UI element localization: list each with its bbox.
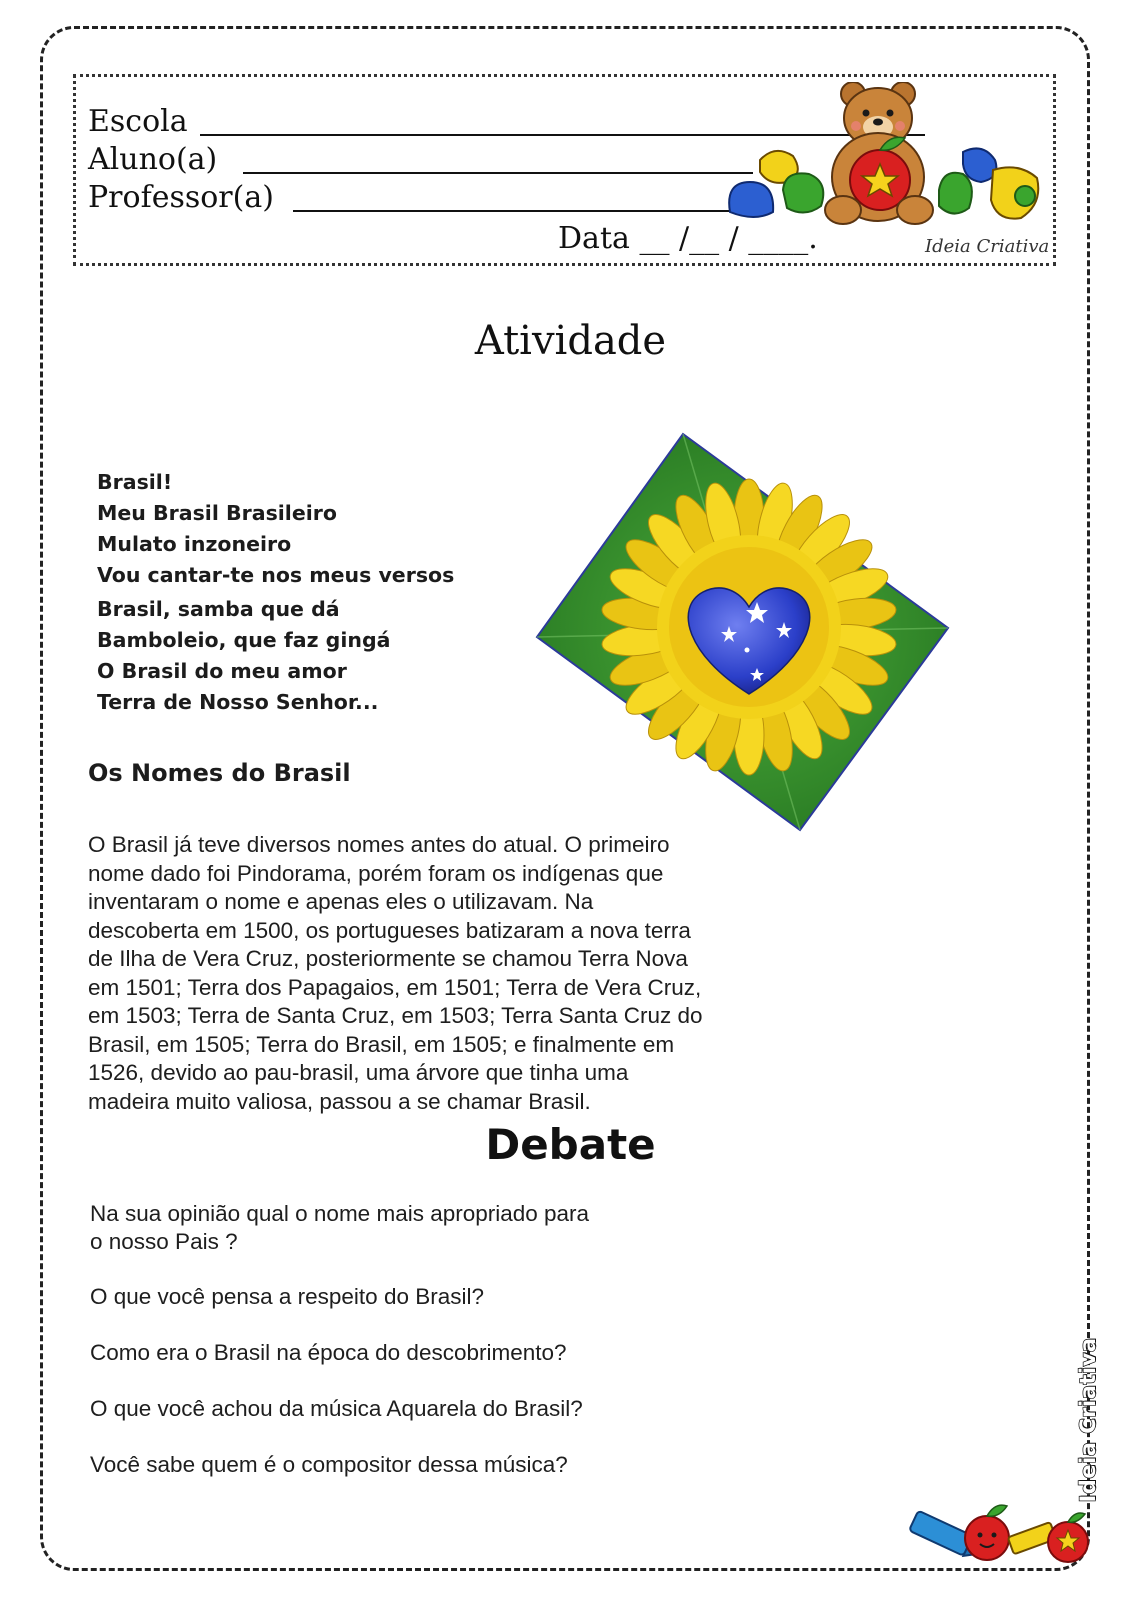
paragraph-line: em 1501; Terra dos Papagaios, em 1501; Terra de Vera Cruz, — [88, 974, 702, 1000]
student-line — [243, 172, 753, 174]
vertical-brand-text: Ideia Criativa — [1076, 1337, 1100, 1503]
paragraph-line: inventaram o nome e apenas eles o utilizavam. Na — [88, 889, 594, 914]
poem-line: Meu Brasil Brasileiro — [97, 501, 337, 525]
poem — [97, 467, 454, 718]
poem-line: Brasil! — [97, 470, 173, 494]
crayons-apples-decoration — [905, 1490, 1095, 1575]
poem-line: Bamboleio, que faz gingá — [97, 628, 391, 652]
names-paragraph — [88, 831, 788, 1116]
sunflower-heart-image — [535, 432, 950, 832]
paragraph-line: em 1503; Terra de Santa Cruz, em 1503; Terra Santa Cruz do — [88, 1003, 703, 1028]
teacher-label: Professor(a) — [88, 180, 274, 215]
poem-line: Brasil, samba que dá — [97, 597, 340, 621]
bear-letters-illustration — [725, 82, 1045, 232]
debate-question: Como era o Brasil na época do descobrimento? — [90, 1340, 567, 1365]
school-label: Escola — [88, 104, 188, 139]
brand-signature: Ideia Criativa — [925, 236, 1050, 257]
date-blank: __ /__ / ____. — [639, 221, 818, 256]
debate-title: Debate — [485, 1120, 656, 1169]
blue-crayon-icon — [909, 1511, 973, 1556]
debate-question: Na sua opinião qual o nome mais apropriado para — [90, 1201, 590, 1226]
number-2-icon — [963, 148, 996, 182]
number-1-icon — [939, 173, 972, 214]
letter-a-icon — [729, 182, 773, 217]
debate-question: O que você pensa a respeito do Brasil? — [90, 1284, 484, 1309]
paragraph-line: descoberta em 1500, os portugueses batizaram a nova terra — [88, 917, 691, 943]
page-title: Atividade — [474, 318, 667, 364]
poem-line: O Brasil do meu amor — [97, 659, 347, 683]
paragraph-line: madeira muito valiosa, passou a se chamar Brasil. — [88, 1088, 591, 1114]
student-label: Aluno(a) — [88, 142, 218, 177]
date-label: Data — [558, 221, 630, 256]
teacher-line — [293, 210, 733, 212]
paragraph-line: O Brasil já teve diversos nomes antes do atual. O primeiro — [88, 832, 670, 857]
poem-line: Vou cantar-te nos meus versos — [97, 563, 455, 587]
paragraph-line: 1526, devido ao pau-brasil, uma árvore que tinha uma — [88, 1060, 629, 1085]
debate-question: Você sabe quem é o compositor dessa música? — [90, 1452, 568, 1477]
apple-icon — [965, 1516, 1009, 1560]
letter-c-icon — [783, 173, 823, 212]
paragraph-line: de Ilha de Vera Cruz, posteriormente se chamou Terra Nova — [88, 946, 688, 971]
poem-line: Terra de Nosso Senhor... — [97, 690, 379, 714]
debate-question: O que você achou da música Aquarela do Brasil? — [90, 1396, 583, 1421]
section-heading: Os Nomes do Brasil — [88, 759, 351, 787]
debate-question: o nosso Pais ? — [90, 1229, 238, 1254]
paragraph-line: Brasil, em 1505; Terra do Brasil, em 1505; e finalmente em — [88, 1031, 675, 1057]
paragraph-line: nome dado foi Pindorama, porém foram os indígenas que — [88, 860, 664, 886]
poem-line: Mulato inzoneiro — [97, 532, 292, 556]
